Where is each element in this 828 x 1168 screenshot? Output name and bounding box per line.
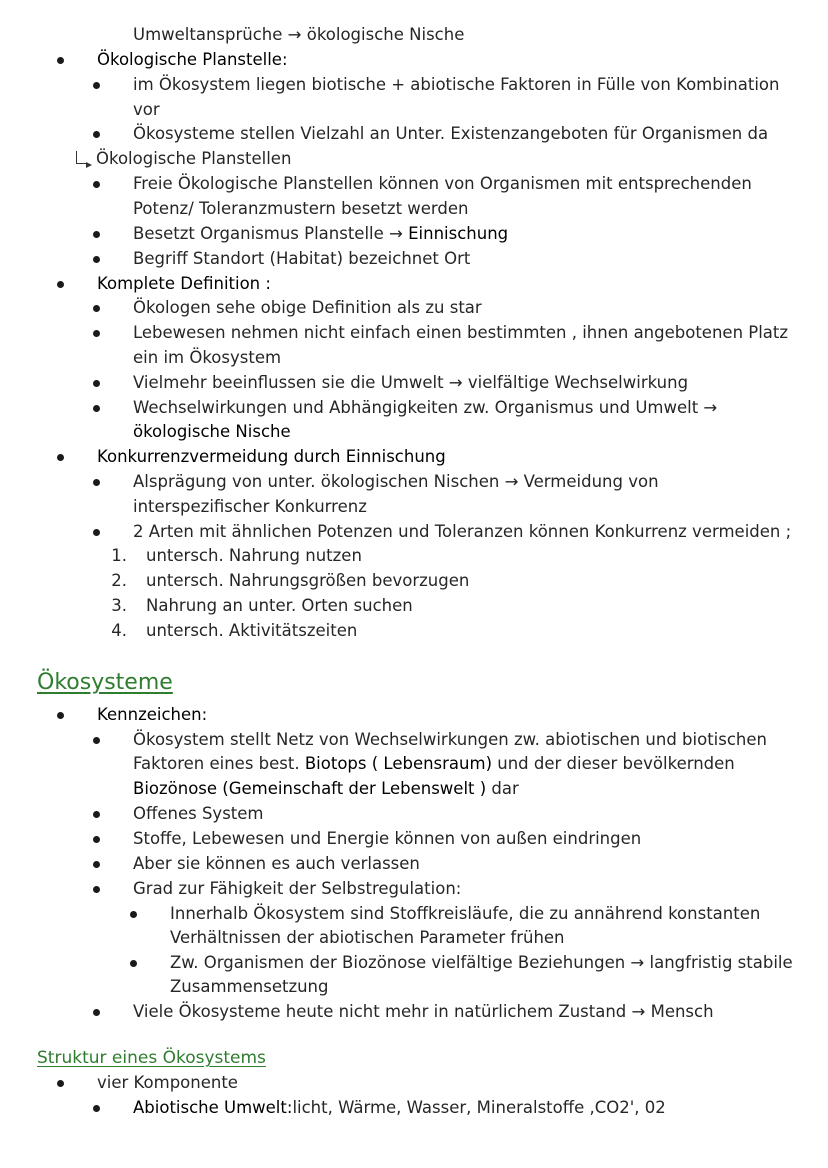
text-line: Freie Ökologische Planstellen können von Organismen mit entsprechenden — [133, 174, 752, 193]
text-line: Umweltansprüche → ökologische Nische — [133, 25, 465, 44]
bullet-icon — [93, 330, 100, 337]
bullet-icon — [93, 811, 100, 818]
list-number: 3. — [111, 596, 127, 615]
bullet-icon — [93, 861, 100, 868]
text-line — [133, 222, 508, 246]
list-item: Nahrung an unter. Orten suchen — [146, 596, 413, 615]
text-span: Besetzt Organismus Planstelle → — [133, 224, 409, 243]
list-item: untersch. Nahrungsgrößen bevorzugen — [146, 571, 470, 590]
bullet-icon — [57, 57, 64, 64]
bold-term: Abiotische Umwelt: — [133, 1098, 293, 1117]
text-line: Zw. Organismen der Biozönose vielfältige Beziehungen → langfristig stabile — [170, 953, 793, 972]
text-span: licht, Wärme, Wasser, Mineralstoffe ,CO2', 02 — [292, 1098, 666, 1117]
bullet-icon — [93, 380, 100, 387]
bold-term: Einnischung — [408, 224, 509, 243]
bullet-icon — [93, 479, 100, 486]
text-line: ein im Ökosystem — [133, 348, 282, 367]
bold-term: Biozönose (Gemeinschaft der Lebenswelt ) — [133, 779, 487, 798]
text-line: Verhältnissen der abiotischen Parameter frühen — [170, 928, 565, 947]
text-line: Alsprägung von unter. ökologischen Nischen → Vermeidung von — [133, 472, 659, 491]
text-span: und der dieser bevölkernden — [492, 754, 735, 773]
bold-term: Biotops ( Lebensraum) — [304, 754, 493, 773]
text-line — [133, 1096, 666, 1120]
bullet-icon — [93, 886, 100, 893]
text-line: Ökosysteme stellen Vielzahl an Unter. Existenzangeboten für Organismen da — [133, 124, 769, 143]
bullet-icon — [93, 529, 100, 536]
bullet-icon — [130, 911, 137, 918]
bullet-icon — [93, 231, 100, 238]
text-span: dar — [486, 779, 519, 798]
subheading: Konkurrenzvermeidung durch Einnischung — [97, 447, 446, 466]
section-heading: Ökosysteme — [37, 670, 173, 695]
list-number: 2. — [111, 571, 127, 590]
text-line — [133, 752, 735, 776]
text-line: vier Komponente — [97, 1073, 238, 1092]
text-line: Viele Ökosysteme heute nicht mehr in natürlichem Zustand → Mensch — [133, 1002, 714, 1021]
bullet-icon — [93, 256, 100, 263]
bullet-icon — [93, 836, 100, 843]
text-line: Potenz/ Toleranzmustern besetzt werden — [133, 199, 469, 218]
subheading: Komplete Definition : — [97, 274, 271, 293]
text-line: Aber sie können es auch verlassen — [133, 854, 420, 873]
bullet-icon — [93, 305, 100, 312]
text-line: Vielmehr beeinflussen sie die Umwelt → vielfältige Wechselwirkung — [133, 373, 689, 392]
list-number: 1. — [111, 546, 127, 565]
bullet-icon — [57, 454, 64, 461]
text-line: Offenes System — [133, 804, 264, 823]
bullet-icon — [57, 281, 64, 288]
bullet-icon — [93, 737, 100, 744]
list-item: untersch. Nahrung nutzen — [146, 546, 362, 565]
text-line: im Ökosystem liegen biotische + abiotische Faktoren in Fülle von Kombination — [133, 75, 780, 94]
section-subheading: Struktur eines Ökosystems — [37, 1048, 266, 1068]
text-line: Wechselwirkungen und Abhängigkeiten zw. Organismus und Umwelt → — [133, 398, 718, 417]
arrow-down-right-icon — [76, 151, 86, 164]
text-line: Ökosystem stellt Netz von Wechselwirkungen zw. abiotischen und biotischen — [133, 730, 767, 749]
text-line — [133, 777, 519, 801]
text-line: Innerhalb Ökosystem sind Stoffkreisläufe, die zu annährend konstanten — [170, 904, 761, 923]
bullet-icon — [93, 1009, 100, 1016]
text-line: Grad zur Fähigkeit der Selbstregulation: — [133, 879, 462, 898]
text-line: Lebewesen nehmen nicht einfach einen bestimmten , ihnen angebotenen Platz — [133, 323, 789, 342]
bullet-icon — [93, 82, 100, 89]
bullet-icon — [93, 1105, 100, 1112]
text-line: Ökologen sehe obige Definition als zu star — [133, 298, 482, 317]
bullet-icon — [93, 405, 100, 412]
list-item: untersch. Aktivitätszeiten — [146, 621, 358, 640]
text-span: Faktoren eines best. — [133, 754, 305, 773]
text-line: interspezifischer Konkurrenz — [133, 497, 367, 516]
text-line: Ökologische Planstellen — [96, 149, 292, 168]
bullet-icon — [130, 960, 137, 967]
bullet-icon — [57, 712, 64, 719]
text-line: 2 Arten mit ähnlichen Potenzen und Toleranzen können Konkurrenz vermeiden ; — [133, 522, 792, 541]
bullet-icon — [93, 131, 100, 138]
subheading: Ökologische Planstelle: — [97, 50, 288, 69]
subheading: Kennzeichen: — [97, 705, 208, 724]
bullet-icon — [93, 181, 100, 188]
text-line: Begriff Standort (Habitat) bezeichnet Ort — [133, 249, 471, 268]
bold-term: ökologische Nische — [133, 422, 291, 441]
bullet-icon — [57, 1080, 64, 1087]
text-line: vor — [133, 100, 160, 119]
list-number: 4. — [111, 621, 127, 640]
text-line: Stoffe, Lebewesen und Energie können von außen eindringen — [133, 829, 642, 848]
text-line: Zusammensetzung — [170, 977, 329, 996]
